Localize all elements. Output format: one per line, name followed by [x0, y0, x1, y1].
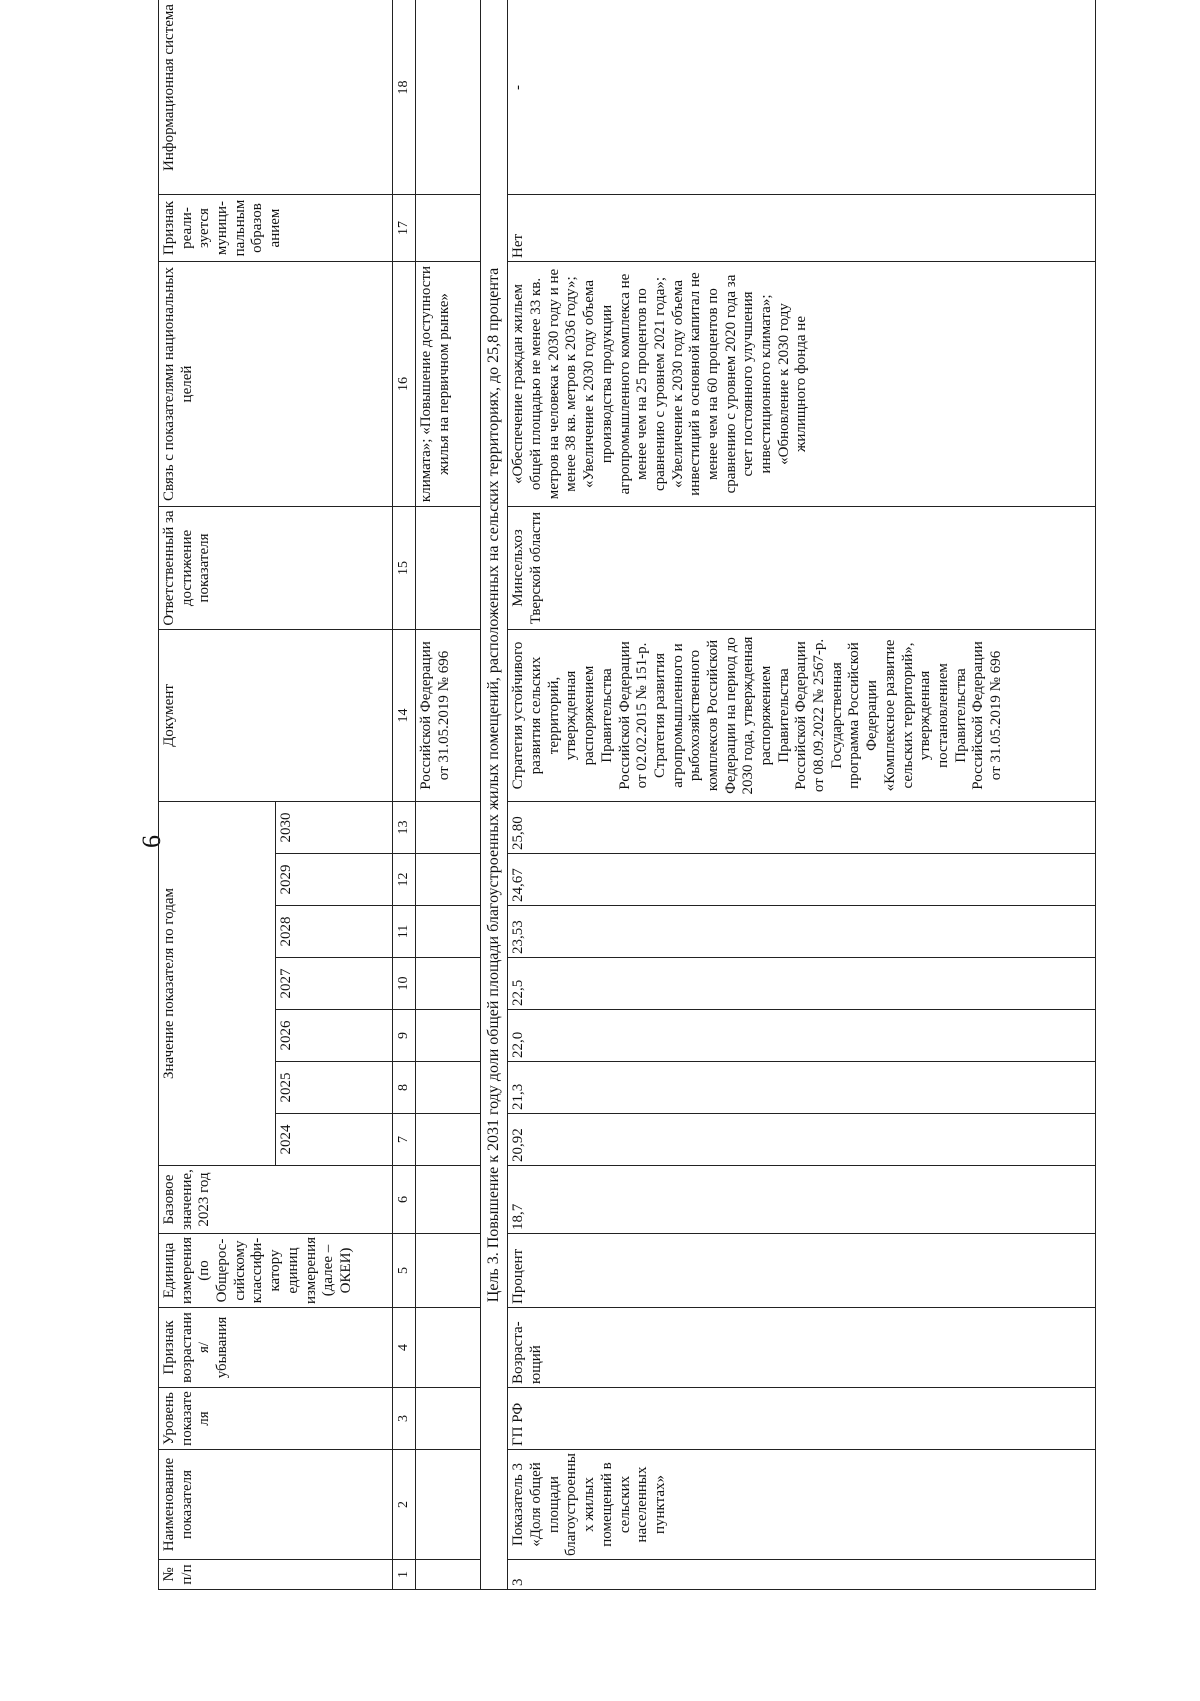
rotated-table-page	[158, 4, 1096, 1590]
indicator-responsible: Минсельхоз Тверской области	[508, 507, 1096, 630]
header-year: 2029	[276, 854, 393, 906]
row-number: 3	[508, 1560, 1096, 1590]
indicator-base-value: 18,7	[508, 1166, 1096, 1234]
header-sign: Признак возрастания/ убывания	[159, 1308, 393, 1388]
header-unit: Единица измерения (по Общероссийскому классификатору единиц измерения (далее – ОКЕИ)	[159, 1234, 393, 1308]
indicator-municipal-sign: Нет	[508, 195, 1096, 262]
indicator-value: 25,80	[508, 802, 1096, 854]
indicator-value: 24,67	[508, 854, 1096, 906]
continuation-row	[416, 0, 481, 1590]
goal-row	[481, 0, 508, 1590]
page-number: 6	[137, 835, 166, 848]
column-number: 5	[393, 1234, 416, 1308]
column-number: 2	[393, 1450, 416, 1560]
column-number: 7	[393, 1114, 416, 1166]
header-year: 2025	[276, 1062, 393, 1114]
column-number: 13	[393, 802, 416, 854]
column-number: 15	[393, 507, 416, 630]
indicators-table	[158, 0, 1096, 1590]
indicator-unit: Процент	[508, 1234, 1096, 1308]
header-year: 2028	[276, 906, 393, 958]
header-no: № п/п	[159, 1560, 393, 1590]
column-numbers-row	[393, 0, 416, 1590]
column-number: 10	[393, 958, 416, 1010]
column-number: 6	[393, 1166, 416, 1234]
column-number: 9	[393, 1010, 416, 1062]
header-year: 2030	[276, 802, 393, 854]
indicator-name: Показатель 3 «Доля общей площади благоустроенных жилых помещений в сельских населенных пунктах»	[508, 1450, 1096, 1560]
continuation-document: Российской Федерации от 31.05.2019 № 696	[416, 630, 481, 802]
indicator-level: ГП РФ	[508, 1388, 1096, 1450]
header-link: Связь с показателями национальных целей	[159, 262, 393, 507]
indicator-sign: Возрастающий	[508, 1308, 1096, 1388]
header-resp: Ответственный за достижение показателя	[159, 507, 393, 630]
indicator-national-goals-link: «Обеспечение граждан жильем общей площадью не менее 33 кв. метров на человека к 2030 году и не менее 38 кв. метров к 2036 году»; «Увеличение к 2030 году объема производства продукции агропромышленного комплекса не менее чем на 25 процентов по сравнению с уровнем 2021 года»; «Увеличение к 2030 году объема инвестиций в основной капитал не менее чем на 60 процентов по сравнению с уровнем 2020 года за счет постоянного улучшения инвестиционного климата»; «Обновление к 2030 году жилищного фонда не	[508, 262, 1096, 507]
indicator-value: 21,3	[508, 1062, 1096, 1114]
header-year: 2026	[276, 1010, 393, 1062]
header-year: 2027	[276, 958, 393, 1010]
column-number: 17	[393, 195, 416, 262]
column-number: 8	[393, 1062, 416, 1114]
header-values: Значение показателя по годам	[159, 802, 276, 1166]
indicator-value: 20,92	[508, 1114, 1096, 1166]
header-year: 2024	[276, 1114, 393, 1166]
header-row	[159, 0, 276, 1590]
indicator-value: 22,0	[508, 1010, 1096, 1062]
indicator-document: Стратегия устойчивого развития сельских территорий, утвержденная распоряжением Правительства Российской Федерации от 02.02.2015 № 151-р. Стратегия развития агропромышленного и рыбохозяйственного комплексов Российской Федерации на период до 2030 года, утвержденная распоряжением Правительства Российской Федерации от 08.09.2022 № 2567-р. Государственная программа Российской Федерации «Комплексное развитие сельских территорий», утвержденная постановлением Правительства Российской Федерации от 31.05.2019 № 696	[508, 630, 1096, 802]
indicator-value: 22,5	[508, 958, 1096, 1010]
column-number: 12	[393, 854, 416, 906]
header-doc: Документ	[159, 630, 393, 802]
header-level: Уровень показателя	[159, 1388, 393, 1450]
header-base: Базовое значение, 2023 год	[159, 1166, 393, 1234]
column-number: 16	[393, 262, 416, 507]
column-number: 1	[393, 1560, 416, 1590]
column-number: 4	[393, 1308, 416, 1388]
column-number: 18	[393, 0, 416, 195]
indicator-info-system: -	[508, 0, 1096, 195]
goal-text: Цель 3. Повышение к 2031 году доли общей площади благоустроенных жилых помещений, расположенных на сельских территориях, до 25,8 процента	[481, 0, 508, 1590]
column-number: 14	[393, 630, 416, 802]
header-info: Информационная система	[159, 0, 393, 195]
indicator-row	[508, 0, 1096, 1590]
indicator-value: 23,53	[508, 906, 1096, 958]
column-number: 3	[393, 1388, 416, 1450]
column-number: 11	[393, 906, 416, 958]
header-name: Наименование показателя	[159, 1450, 393, 1560]
header-muni: Признак реализуется муниципальным образованием	[159, 195, 393, 262]
continuation-link: климата»; «Повышение доступности жилья на первичном рынке»	[416, 262, 481, 507]
